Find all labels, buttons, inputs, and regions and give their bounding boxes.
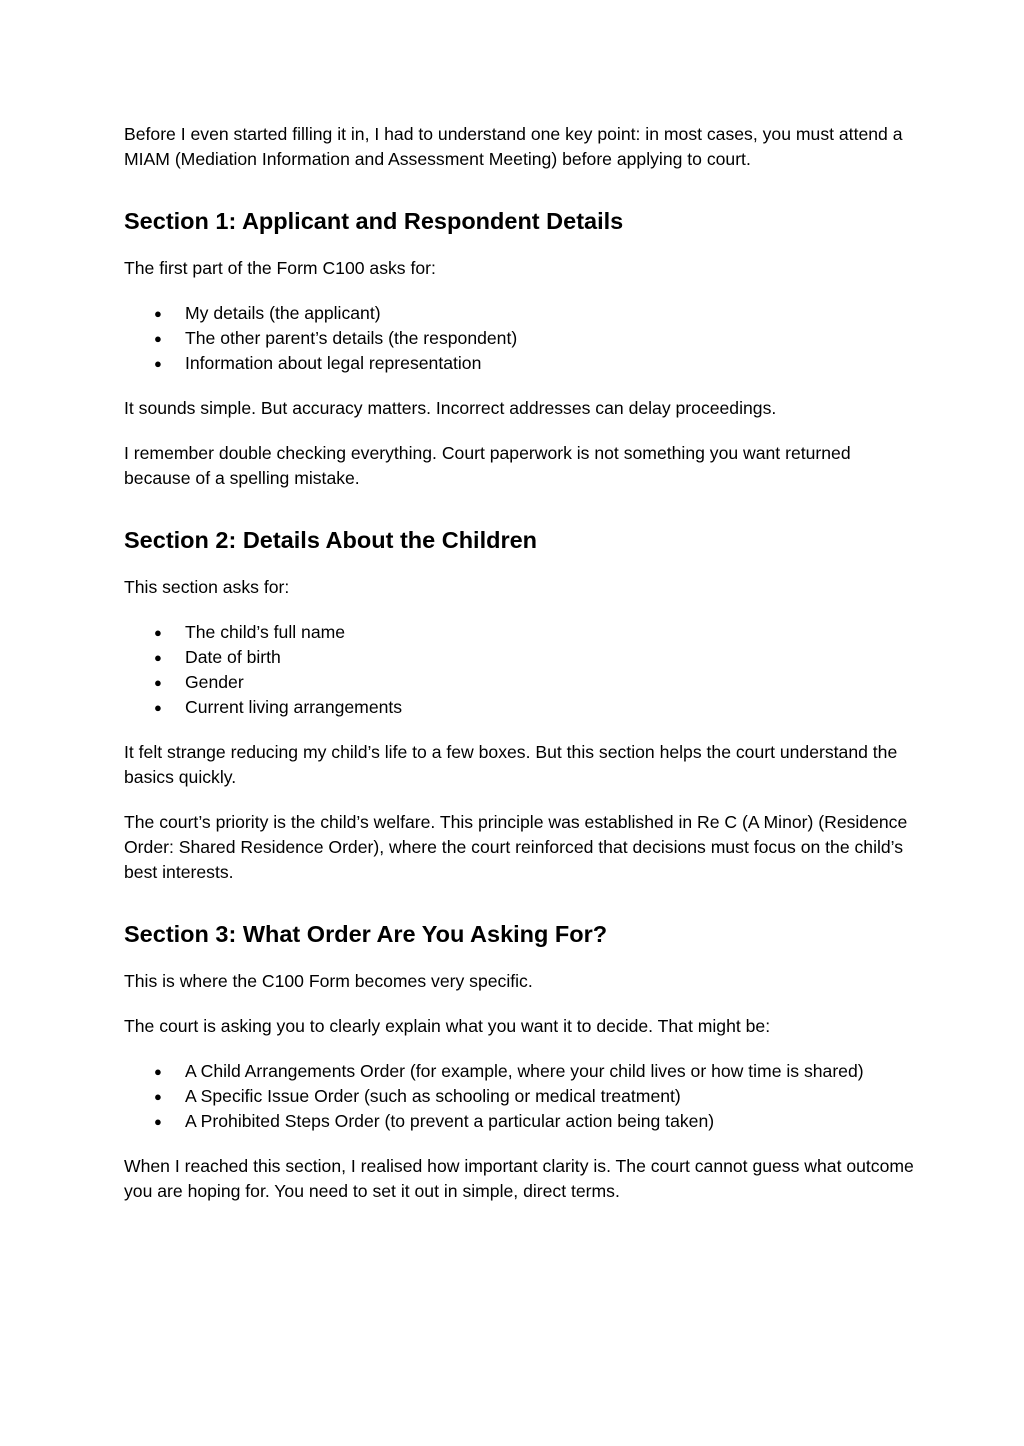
list-item: ● A Prohibited Steps Order (to prevent a particular action being taken) <box>124 1109 914 1134</box>
list-item: ● Date of birth <box>124 645 914 670</box>
bullet-icon: ● <box>154 356 162 371</box>
list-item: ● A Child Arrangements Order (for example, where your child lives or how time is shared) <box>124 1059 914 1084</box>
bullet-icon: ● <box>154 306 162 321</box>
list-item: ● Information about legal representation <box>124 351 914 376</box>
list-item: ● A Specific Issue Order (such as schooling or medical treatment) <box>124 1084 914 1109</box>
section-2-heading: Section 2: Details About the Children <box>124 527 538 553</box>
bullet-icon: ● <box>154 1089 162 1104</box>
bullet-icon: ● <box>154 650 162 665</box>
bullet-icon: ● <box>154 675 162 690</box>
section-3-list <box>124 1059 914 1134</box>
section-1-list <box>124 301 914 376</box>
section-2-list <box>124 620 914 720</box>
bullet-icon: ● <box>154 331 162 346</box>
section-1-paragraph-3: I remember double checking everything. Court paperwork is not something you want returned because of a spelling mistake. <box>124 443 851 488</box>
section-2-paragraph-3: The court’s priority is the child’s welfare. This principle was established in Re C (A Minor) (Residence Order: Shared Residence Order), where the court reinforced that decisions must focus on the child’s best interests. <box>124 812 908 882</box>
section-3-heading: Section 3: What Order Are You Asking For? <box>124 921 608 947</box>
list-item: ● Current living arrangements <box>124 695 914 720</box>
list-item: ● The child’s full name <box>124 620 914 645</box>
bullet-icon: ● <box>154 700 162 715</box>
list-item: ● My details (the applicant) <box>124 301 914 326</box>
bullet-icon: ● <box>154 1064 162 1079</box>
section-1-paragraph-2: It sounds simple. But accuracy matters. Incorrect addresses can delay proceedings. <box>124 398 777 418</box>
section-3-paragraph-1: This is where the C100 Form becomes very specific. <box>124 971 533 991</box>
bullet-icon: ● <box>154 625 162 640</box>
section-3-paragraph-2: The court is asking you to clearly explain what you want it to decide. That might be: <box>124 1016 771 1036</box>
section-2-paragraph-1: This section asks for: <box>124 577 290 597</box>
section-1-paragraph-1: The first part of the Form C100 asks for: <box>124 258 436 278</box>
bullet-icon: ● <box>154 1114 162 1129</box>
list-item: ● The other parent’s details (the respondent) <box>124 326 914 351</box>
intro-paragraph: Before I even started filling it in, I had to understand one key point: in most cases, you must attend a MIAM (Mediation Information and Assessment Meeting) before applying to court. <box>124 124 903 169</box>
document-page <box>124 122 914 1204</box>
section-2-paragraph-2: It felt strange reducing my child’s life to a few boxes. But this section helps the court understand the basics quickly. <box>124 742 898 787</box>
section-1-heading: Section 1: Applicant and Respondent Details <box>124 208 624 234</box>
section-3-paragraph-3: When I reached this section, I realised how important clarity is. The court cannot guess what outcome you are hoping for. You need to set it out in simple, direct terms. <box>124 1156 914 1201</box>
list-item: ● Gender <box>124 670 914 695</box>
